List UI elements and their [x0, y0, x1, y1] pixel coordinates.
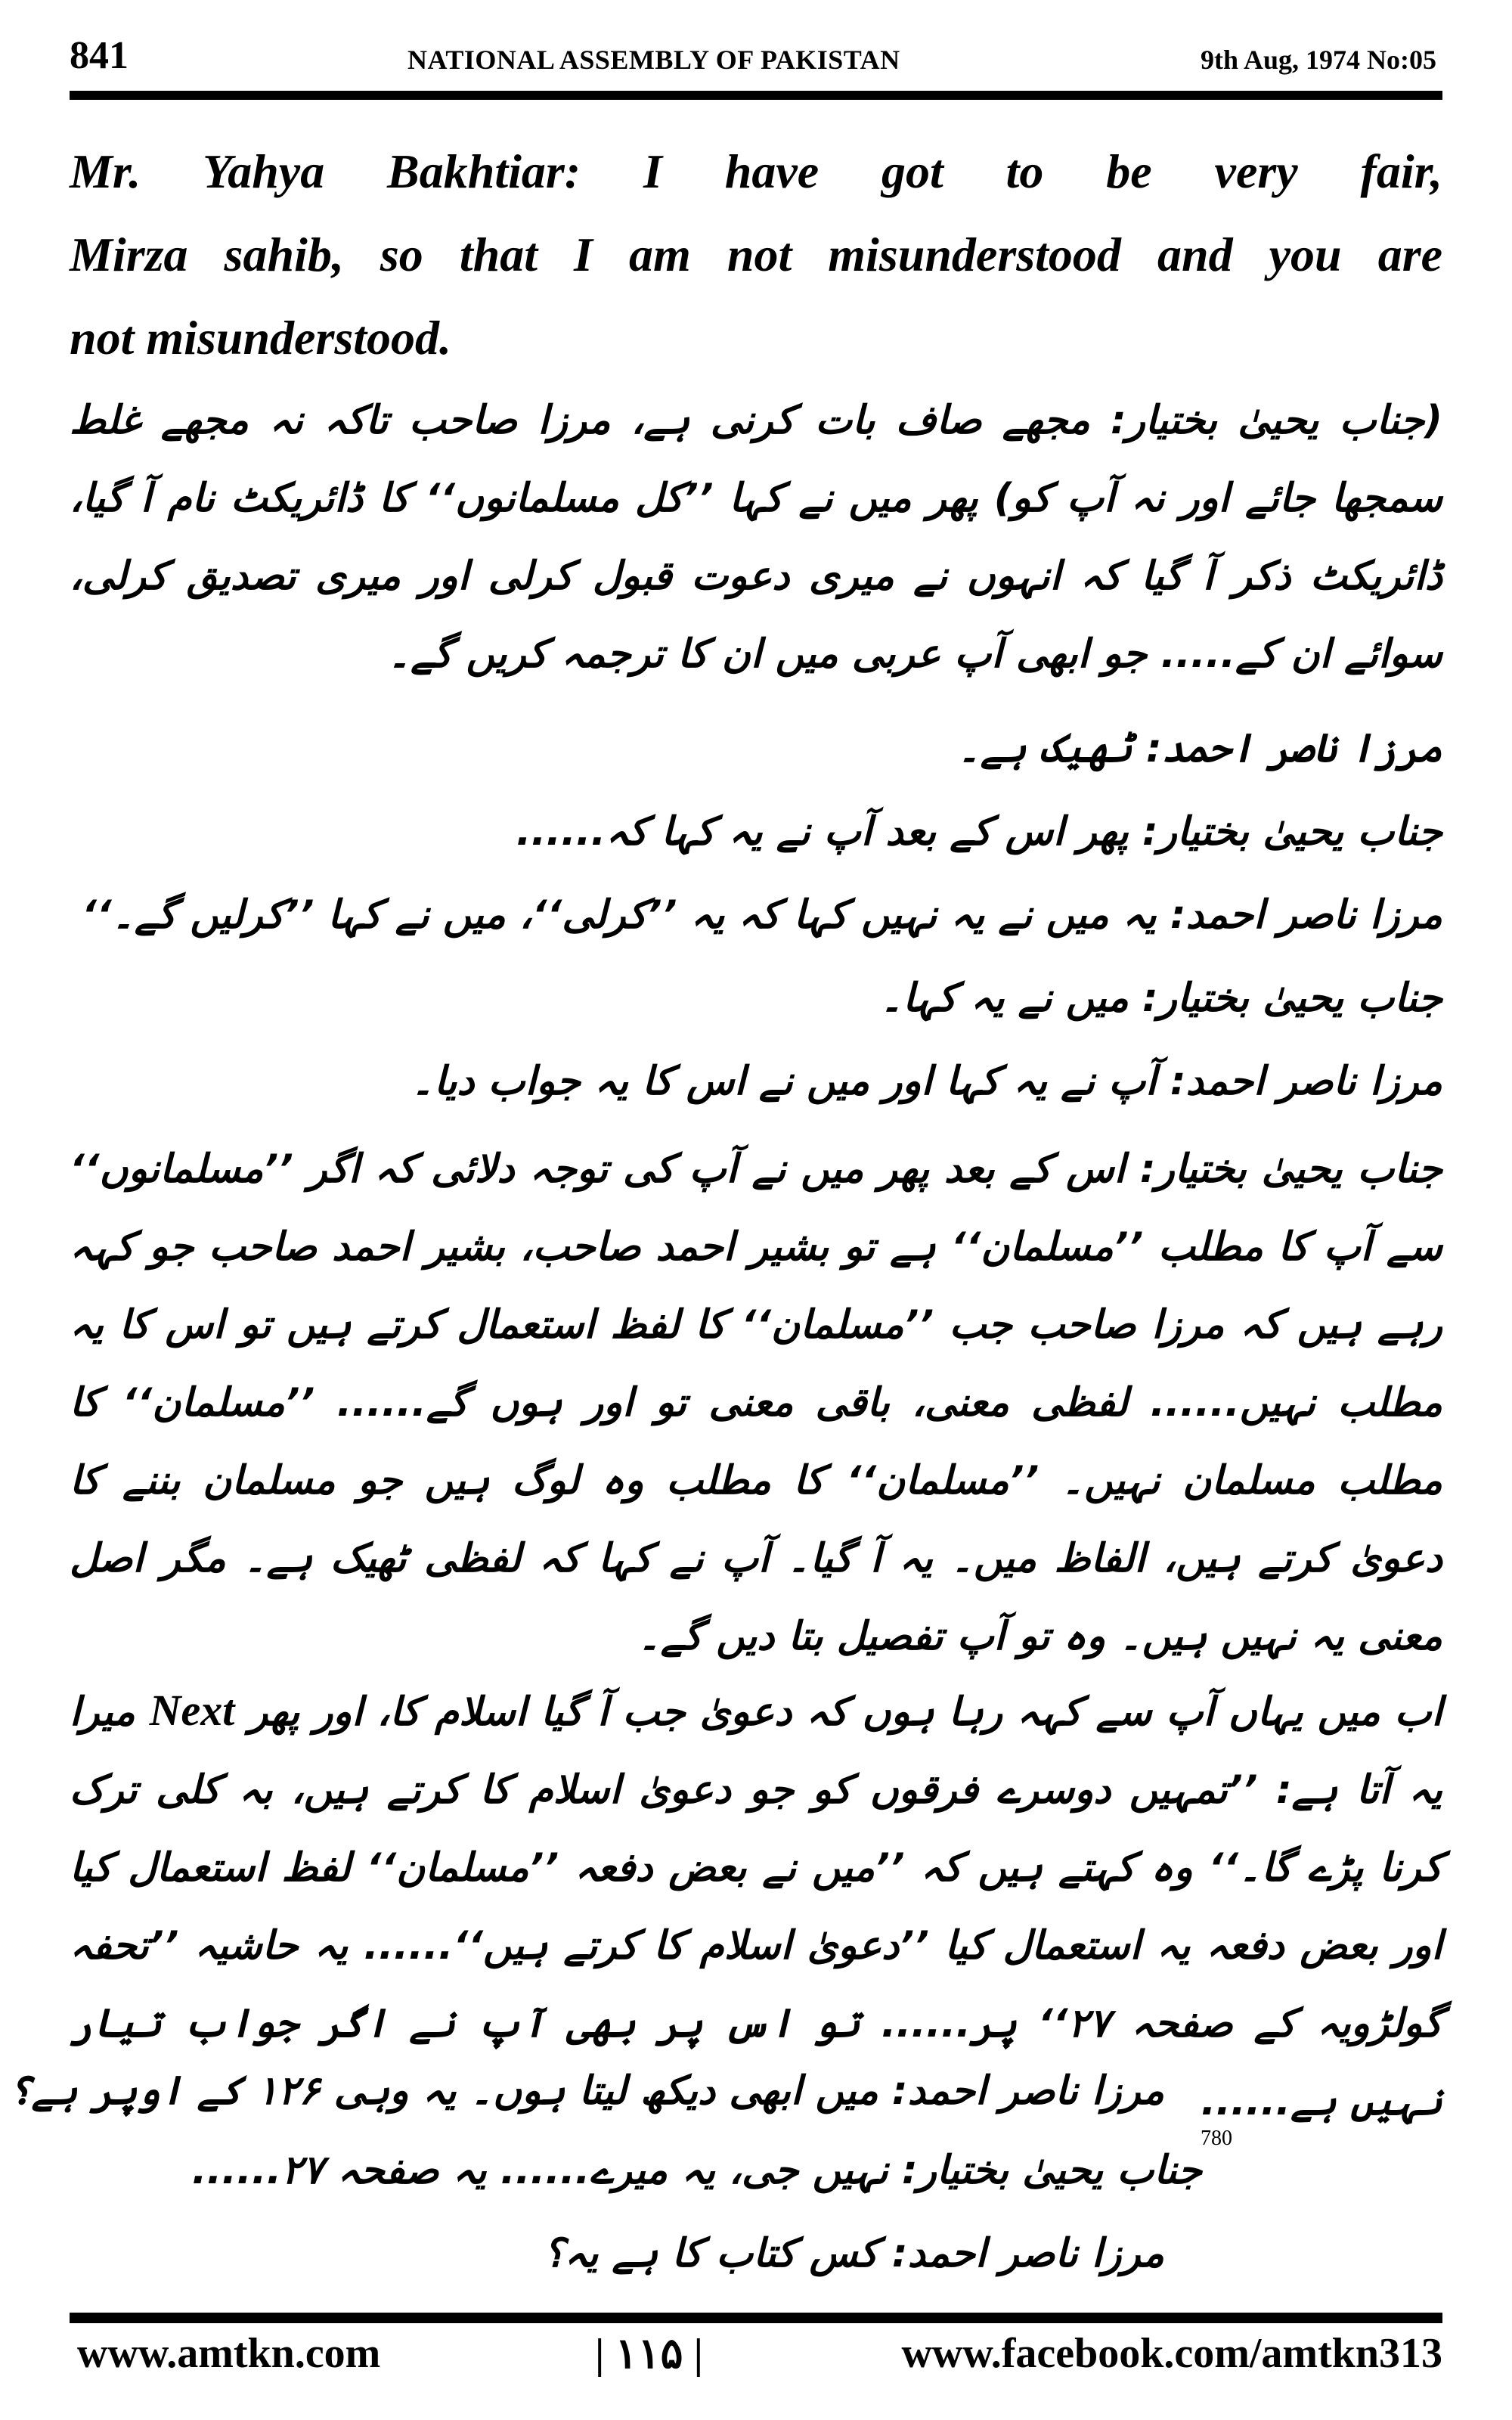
english-line-2: Mirza sahib, so that I am not misunderstood and you are — [70, 228, 1442, 281]
dialogue-mirza-1: مرزا ناصر احمد: ٹھیک ہے۔ — [957, 726, 1442, 771]
header-title: NATIONAL ASSEMBLY OF PAKISTAN — [407, 45, 900, 75]
footer-website-link[interactable]: www.amtkn.com — [77, 2330, 381, 2377]
urdu-paragraph-2-text: جناب یحییٰ بختیار: اس کے بعد پھر میں نے آپ کی توجہ دلائی کہ اگر ’’مسلمانوں‘‘ سے آپ کا مطلب ’’مسلمان‘‘ ہے تو بشیر احمد صاحب، بشیر احمد صاحب جو کہہ رہے ہیں کہ مرزا صاحب جب ’’مسلمان‘‘ کا لفظ استعمال کرتے ہیں تو اس کا یہ مطلب نہیں...... لفظی معنی، باقی معنی تو اور ہوں گے...... ’’مسلمان‘‘ کا مطلب مسلمان نہیں۔ ’’مسلمان‘‘ کا مطلب وہ لوگ ہیں جو مسلمان بننے کا دعویٰ کرتے ہیں، الفاظ میں۔ یہ آ گیا۔ آپ نے کہا کہ لفظی ٹھیک ہے۔ مگر اصل معنی یہ نہیں ہیں۔ وہ تو آپ تفصیل بتا دیں گے۔ — [70, 1146, 1443, 1659]
urdu-paragraph-1-text: (جناب یحییٰ بختیار: مجھے صاف بات کرنی ہے، مرزا صاحب تاکہ نہ مجھے غلط سمجھا جائے اور نہ آپ کو) پھر میں نے کہا ’’کل مسلمانوں‘‘ کا ڈائریکٹ نام آ گیا، ڈائریکٹ ذکر آ گیا کہ انہوں نے میری دعوت قبول کرلی اور میری تصدیق کرلی، سوائے ان کے..... جو ابھی آپ عربی میں ان کا ترجمہ کریں گے۔ — [70, 398, 1442, 677]
english-line-3: not misunderstood. — [70, 311, 452, 365]
dialogue-mirza-2: مرزا ناصر احمد: یہ میں نے یہ نہیں کہا کہ یہ ’’کرلی‘‘، میں نے کہا ’’کرلیں گے۔‘‘ — [82, 892, 1442, 938]
urdu-paragraph-3-rest: میرا یہ آتا ہے: ’’تمہیں دوسرے فرقوں کو جو دعویٰ اسلام کا کرتے ہیں، بہ کلی ترک کرنا پڑے گا۔‘‘ وہ کہتے ہیں کہ ’’میں نے بعض دفعہ ’’مسلمان‘‘ لفظ استعمال کیا اور بعض دفعہ یہ استعمال کیا ’’دعویٰ اسلام کا کرتے ہیں‘‘...... یہ حاشیہ ’’تحفہ گولڑویہ کے صفحہ ۲۷‘‘ پر...... تو اس پر بھی آپ نے اگر جواب تیار نہیں ہے...... — [70, 1689, 1442, 2124]
footnote-number: 780 — [1201, 2127, 1232, 2150]
footer-rule — [70, 2313, 1442, 2323]
header-date: 9th Aug, 1974 No:05 — [1200, 45, 1436, 75]
urdu-paragraph-2 — [70, 1131, 1442, 1675]
dialogue-yahya-1: جناب یحییٰ بختیار: پھر اس کے بعد آپ نے یہ کہا کہ...... — [516, 809, 1442, 855]
dialogue-yahya-3: جناب یحییٰ بختیار: نہیں جی، یہ میرے...... یہ صفحہ ۲۷...... — [191, 2148, 1202, 2193]
dialogue-mirza-3: مرزا ناصر احمد: آپ نے یہ کہا اور میں نے اس کا یہ جواب دیا۔ — [411, 1059, 1442, 1104]
page-header — [70, 33, 1436, 86]
footer-page-marker: | ۱۱۵ | — [595, 2331, 703, 2378]
urdu-paragraph-3-start: اب میں یہاں آپ سے کہہ رہا ہوں کہ دعویٰ جب آ گیا اسلام کا، اور پھر — [249, 1689, 1442, 1735]
page-footer — [70, 2329, 1442, 2390]
dialogue-mirza-5: مرزا ناصر احمد: کس کتاب کا ہے یہ؟ — [543, 2231, 1164, 2276]
page-number: 841 — [70, 34, 129, 77]
footer-facebook-link[interactable]: www.facebook.com/amtkn313 — [901, 2330, 1442, 2377]
english-line-1: Mr. Yahya Bakhtiar: I have got to be very fair, — [70, 144, 1442, 198]
next-word: Next — [149, 1686, 235, 1735]
urdu-paragraph-1 — [70, 382, 1442, 700]
dialogue-yahya-2: جناب یحییٰ بختیار: میں نے یہ کہا۔ — [879, 976, 1442, 1021]
dialogue-mirza-4: مرزا ناصر احمد: میں ابھی دیکھ لیتا ہوں۔ یہ وہی ۱۲۶ کے اوپر ہے؟ — [8, 2068, 1164, 2114]
header-rule — [70, 91, 1442, 100]
